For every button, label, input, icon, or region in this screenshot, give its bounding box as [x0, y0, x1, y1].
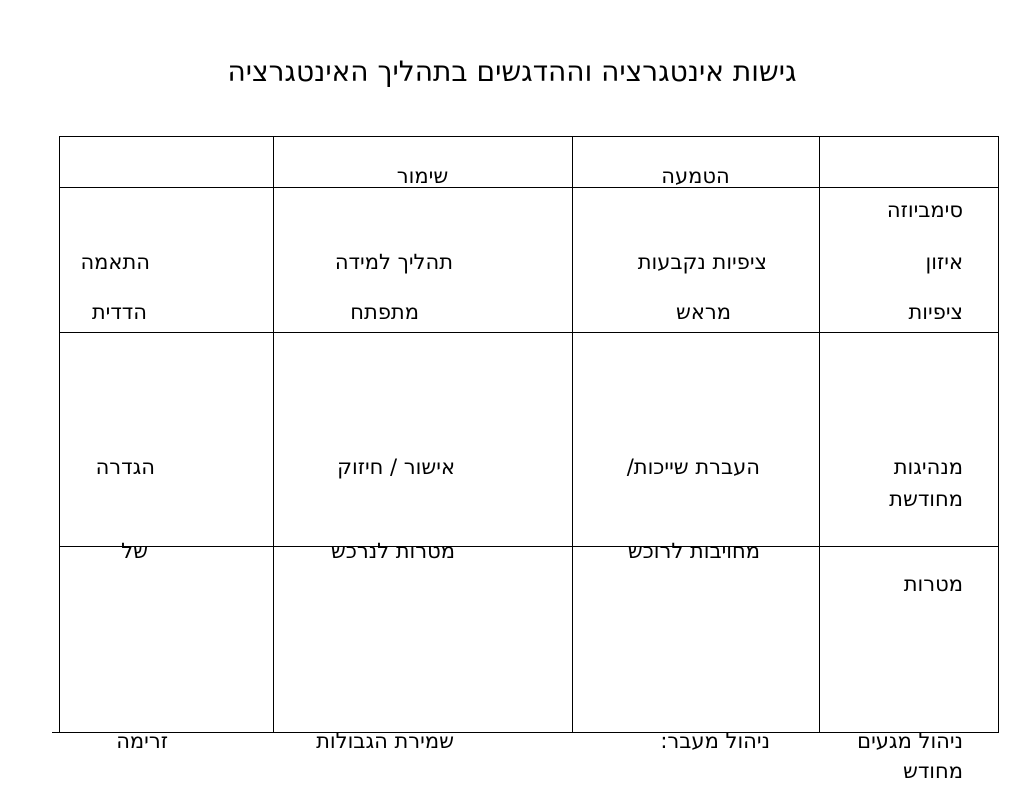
table-border-left — [59, 136, 60, 733]
header-shimur: שימור — [396, 164, 449, 188]
row-label-symbiosis: סימביוזה — [886, 198, 963, 222]
row-label-leadership: מנהיגות — [893, 455, 963, 479]
table-col-divider — [273, 136, 274, 733]
cell-contacts-left-1: זרימה — [116, 729, 168, 753]
cell-norms-shimur-1: אישור / חיזוק — [337, 455, 455, 479]
row-label-balance: איזון — [925, 250, 963, 274]
cell-contacts-hatmaa-1: ניהול מעבר: — [660, 729, 770, 753]
table-col-divider — [819, 136, 820, 733]
cell-norms-hatmaa-2: מחויבות לרוכש — [627, 539, 760, 563]
row-label-expectations: ציפיות — [908, 300, 963, 324]
row-label-contacts-2: מחודש — [902, 759, 963, 783]
header-hatmaa: הטמעה — [661, 164, 730, 188]
slide-title: גישות אינטגרציה וההדגשים בתהליך האינטגרציה — [227, 55, 797, 88]
table-border-right — [998, 136, 999, 733]
cell-symbiosis-left-2: הדדית — [91, 300, 147, 324]
cell-symbiosis-shimur-2: מתפתח — [350, 300, 419, 324]
row-label-goals: מטרות — [903, 572, 963, 596]
table-row-divider — [59, 546, 999, 547]
cell-norms-left-1: הגדרה — [95, 455, 155, 479]
cell-contacts-shimur-1: שמירת הגבולות — [316, 729, 454, 753]
cell-norms-left-2: של — [121, 539, 148, 563]
cell-norms-hatmaa-1: העברת שייכות/ — [626, 455, 760, 479]
cell-norms-shimur-2: מטרות לנרכש — [330, 539, 455, 563]
cell-symbiosis-hatmaa-2: מראש — [675, 300, 731, 324]
table-col-divider — [572, 136, 573, 733]
table-border-top — [59, 136, 999, 137]
cell-symbiosis-left-1: התאמה — [80, 250, 150, 274]
cell-symbiosis-shimur-1: תהליך למידה — [334, 250, 453, 274]
row-label-renewed: מחודשת — [889, 487, 963, 511]
row-label-contacts: ניהול מגעים — [857, 729, 963, 753]
cell-symbiosis-hatmaa-1: ציפיות נקבעות — [637, 250, 767, 274]
table-row-divider — [59, 332, 999, 333]
